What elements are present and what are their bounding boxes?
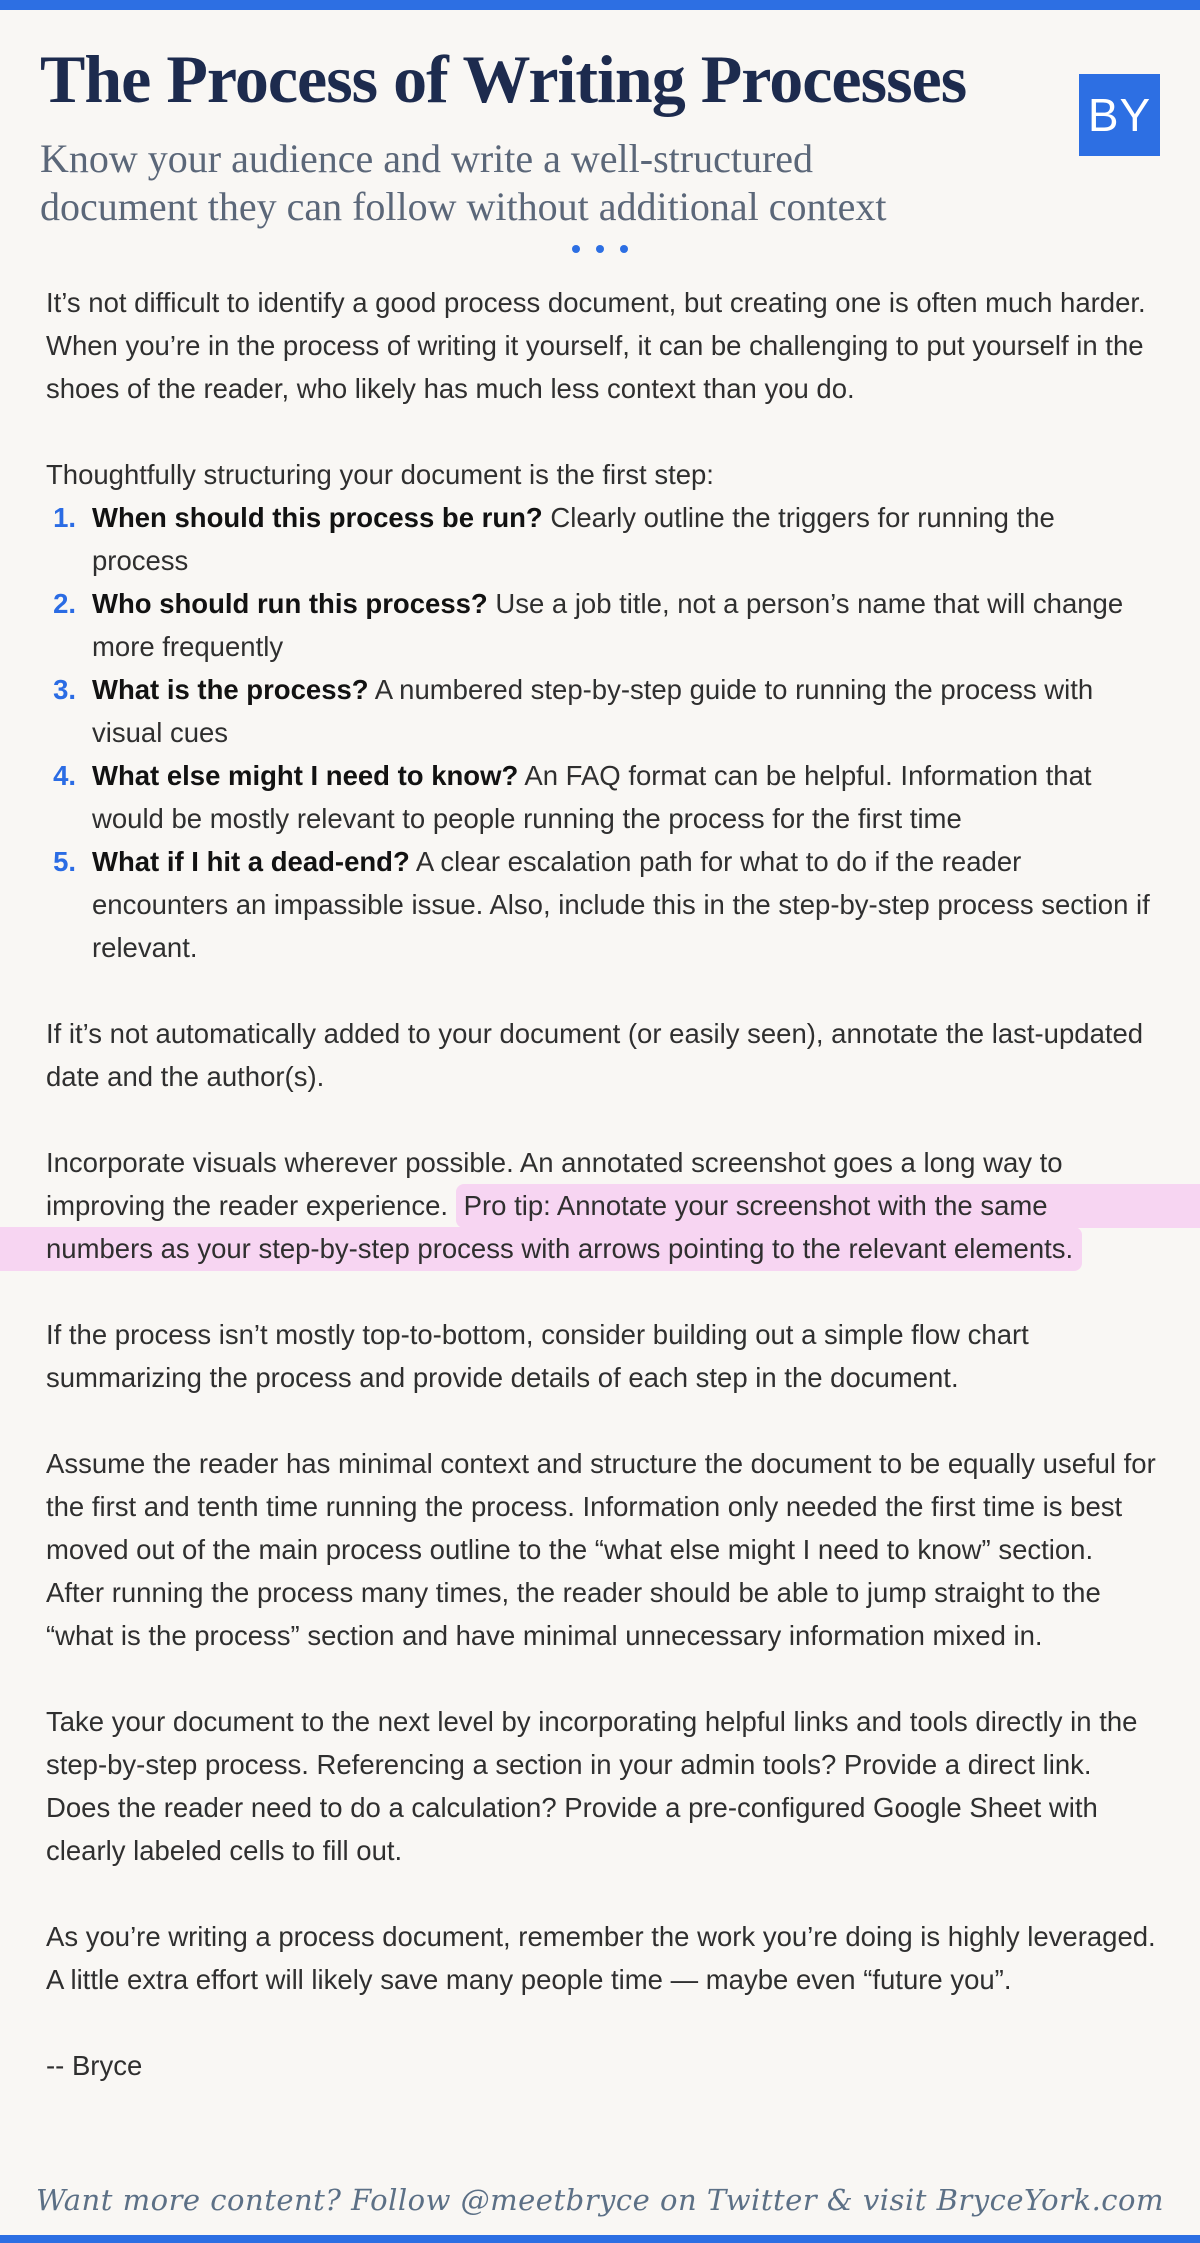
paragraph [46,1012,1156,1098]
paragraph-line [46,1227,1156,1270]
paragraph [46,453,1156,496]
list-item-lead: What else might I need to know? [92,759,519,791]
bottom-accent-bar [0,2235,1200,2243]
paragraph-line [46,1184,1156,1227]
text-run: Incorporate visuals wherever possible. An annotated screenshot goes a long way to [46,1146,1063,1178]
list-item [46,754,1156,840]
list-item-lead: When should this process be run? [92,501,543,533]
paragraph [46,1700,1156,1872]
list-item [46,840,1156,969]
list-item [46,668,1156,754]
text-run: As you’re writing a process document, remember the work you’re doing is highly leveraged. A little extra effort will likely save many people time — maybe even “future you”. [46,1920,1156,1995]
footer-note[interactable]: Want more content? Follow @meetbryce on Twitter & visit BryceYork.com [35,2183,1164,2217]
list-number: 3. [53,673,76,705]
header [0,41,1200,253]
highlighted-text: numbers as your step-by-step process with arrows pointing to the relevant elements. [0,1227,1082,1271]
list-number: 1. [53,501,76,533]
page-subtitle: Know your audience and write a well-structured document they can follow without additional context [40,135,887,229]
list-number: 5. [53,845,76,877]
paragraph [46,1915,1156,2001]
list-item-text: An FAQ format can be helpful. Information that would be mostly relevant to people running the process for the first time [92,759,1092,834]
article-body [0,281,1200,2087]
text-run: improving the reader experience. [46,1189,456,1221]
section-divider-dots [40,245,1160,253]
text-run: It’s not difficult to identify a good process document, but creating one is often much harder. When you’re in the process of writing it yourself, it can be challenging to put yourself in the shoes of the reader, who likely has much less context than you do. [46,286,1146,404]
paragraph [46,1313,1156,1399]
text-run: Thoughtfully structuring your document is the first step: [46,458,714,490]
list-number: 2. [53,587,76,619]
brand-logo-text: BY [1087,89,1152,141]
list-number: 4. [53,759,76,791]
text-run: If it’s not automatically added to your document (or easily seen), annotate the last-updated date and the author(s). [46,1017,1144,1092]
highlighted-text: Pro tip: Annotate your screenshot with the same [456,1184,1200,1228]
page-title: The Process of Writing Processes [40,41,967,117]
text-run: If the process isn’t mostly top-to-bottom, consider building out a simple flow chart summarizing the process and provide details of each step in the document. [46,1318,1029,1393]
dot-icon [596,245,604,253]
paragraph [46,1442,1156,1657]
dot-icon [572,245,580,253]
dot-icon [620,245,628,253]
list-item [46,496,1156,582]
list-item-lead: Who should run this process? [92,587,488,619]
list-item-text: A numbered step-by-step guide to running the process with visual cues [92,673,1094,748]
list-item-text: Clearly outline the triggers for running the process [92,501,1055,576]
paragraph [46,281,1156,410]
text-run: Take your document to the next level by incorporating helpful links and tools directly in the step-by-step process. Referencing a section in your admin tools? Provide a direct link. Does the reader need to do a calculation? Provide a pre-configured Google Sheet with clearly labeled cells to fill out. [46,1705,1138,1866]
list-item-lead: What is the process? [92,673,369,705]
text-run: -- Bryce [46,2049,143,2081]
brand-logo[interactable] [1079,74,1160,156]
paragraph-line [46,1141,1156,1184]
list-item [46,582,1156,668]
signature [46,2044,1156,2087]
text-run: Assume the reader has minimal context and structure the document to be equally useful for the first and tenth time running the process. Information only needed the first time is best moved out of the main process outline to the “what else might I need to know” section. After running the process many times, the reader should be able to jump straight to the “what is the process” section and have minimal unnecessary information mixed in. [46,1447,1156,1651]
top-accent-bar [0,0,1200,10]
list-item-text: Use a job title, not a person’s name that will change more frequently [92,587,1124,662]
paragraph [46,1141,1156,1270]
numbered-list [46,496,1156,969]
list-item-lead: What if I hit a dead-end? [92,845,410,877]
list-item-text: A clear escalation path for what to do if the reader encounters an impassible issue. Also, include this in the step-by-step process section if relevant. [92,845,1150,963]
